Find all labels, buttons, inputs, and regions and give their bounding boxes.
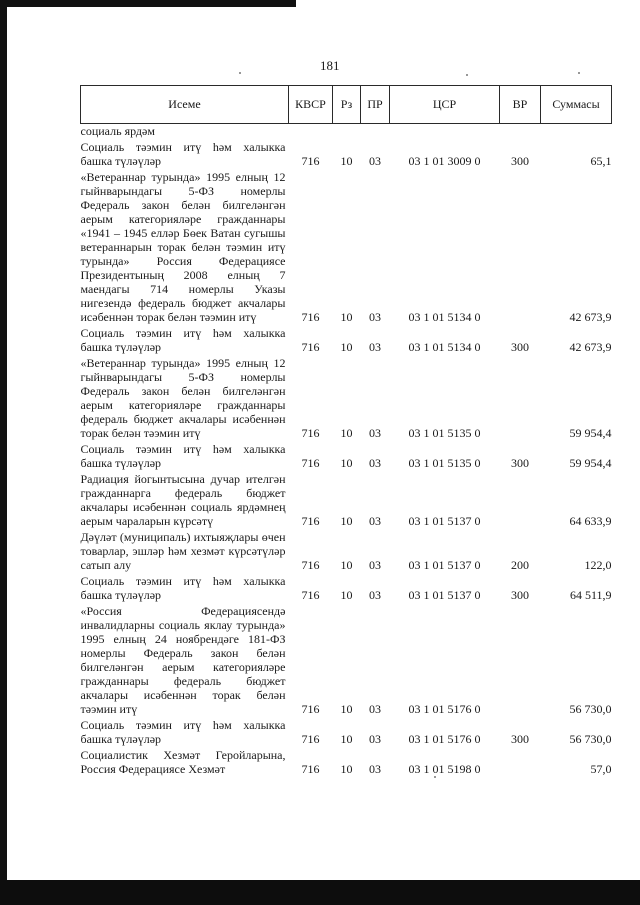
row-kvsr: 716 bbox=[301, 732, 320, 746]
row-name bbox=[81, 138, 289, 168]
row-vr bbox=[500, 470, 541, 528]
page-number: 181 bbox=[320, 58, 340, 73]
continuation-row bbox=[81, 124, 612, 139]
header-csr: ЦСР bbox=[390, 86, 500, 124]
row-sum: 65,1 bbox=[590, 154, 612, 168]
row-csr: 03 1 01 5176 0 bbox=[408, 732, 481, 746]
row-sum: 56 730,0 bbox=[569, 732, 612, 746]
table-row bbox=[81, 528, 612, 572]
header-vr: ВР bbox=[500, 86, 541, 124]
row-pr: 03 bbox=[369, 514, 381, 528]
row-csr: 03 1 01 5137 0 bbox=[408, 514, 481, 528]
table-row bbox=[81, 168, 612, 324]
row-name-text: Социаль тәэмин итү һәм халыкка башка түләүләр bbox=[80, 718, 286, 746]
row-csr: 03 1 01 5137 0 bbox=[408, 558, 481, 572]
budget-table bbox=[80, 85, 612, 776]
row-name-text: Социаль тәэмин итү һәм халыкка башка түләүләр bbox=[80, 140, 286, 168]
row-rz: 10 bbox=[340, 732, 353, 746]
scan-speck bbox=[578, 72, 580, 74]
row-pr: 03 bbox=[369, 310, 381, 324]
row-kvsr: 716 bbox=[301, 426, 320, 440]
row-name bbox=[81, 440, 289, 470]
row-csr: 03 1 01 5134 0 bbox=[408, 340, 481, 354]
table-row bbox=[81, 470, 612, 528]
row-kvsr: 716 bbox=[301, 702, 320, 716]
scan-border-bottom bbox=[0, 880, 640, 905]
row-sum: 122,0 bbox=[584, 558, 612, 572]
row-kvsr: 716 bbox=[301, 762, 320, 776]
row-kvsr: 716 bbox=[301, 456, 320, 470]
header-sum: Суммасы bbox=[541, 86, 612, 124]
header-pr: ПР bbox=[361, 86, 390, 124]
scan-border-top bbox=[0, 0, 296, 7]
scan-speck bbox=[239, 72, 241, 74]
row-name-text: «Ветераннар турында» 1995 елның 12 гыйнварындагы 5-ФЗ номерлы Федераль закон белән билгеләнгән аерым категорияләре гражданнары федераль бюджет акчалары исәбеннән торак белән тәэмин итү bbox=[80, 356, 286, 440]
row-csr: 03 1 01 3009 0 bbox=[408, 154, 481, 168]
table-header-row bbox=[81, 86, 612, 124]
row-name-text: Социаль тәэмин итү һәм халыкка башка түләүләр bbox=[80, 574, 286, 602]
row-sum: 57,0 bbox=[590, 762, 612, 776]
table-row bbox=[81, 138, 612, 168]
header-kvsr: КВСР bbox=[289, 86, 333, 124]
table-row bbox=[81, 324, 612, 354]
row-csr: 03 1 01 5176 0 bbox=[408, 702, 481, 716]
row-rz: 10 bbox=[340, 154, 353, 168]
row-sum: 64 633,9 bbox=[569, 514, 612, 528]
row-rz: 10 bbox=[340, 558, 353, 572]
row-name bbox=[81, 168, 289, 324]
row-csr: 03 1 01 5137 0 bbox=[408, 588, 481, 602]
row-pr: 03 bbox=[369, 426, 381, 440]
row-pr: 03 bbox=[369, 340, 381, 354]
row-rz: 10 bbox=[340, 702, 353, 716]
row-rz: 10 bbox=[340, 762, 353, 776]
row-name bbox=[81, 354, 289, 440]
row-csr: 03 1 01 5198 0 bbox=[408, 762, 481, 776]
table-row bbox=[81, 746, 612, 776]
row-sum: 59 954,4 bbox=[569, 456, 612, 470]
row-name bbox=[81, 324, 289, 354]
scan-speck bbox=[434, 776, 436, 778]
table-row bbox=[81, 354, 612, 440]
row-vr bbox=[500, 168, 541, 324]
row-vr: 300 bbox=[511, 340, 529, 354]
row-rz: 10 bbox=[340, 310, 353, 324]
row-vr: 300 bbox=[511, 154, 529, 168]
row-name bbox=[81, 528, 289, 572]
row-name-text: Дәүләт (муниципаль) ихтыяҗлары өчен товарлар, эшләр һәм хезмәт күрсәтүләр сатып алу bbox=[80, 530, 286, 572]
row-sum: 42 673,9 bbox=[569, 310, 612, 324]
row-vr: 300 bbox=[511, 732, 529, 746]
row-csr: 03 1 01 5135 0 bbox=[408, 426, 481, 440]
row-name-text: Социаль тәэмин итү һәм халыкка башка түләүләр bbox=[80, 326, 286, 354]
row-pr: 03 bbox=[369, 762, 381, 776]
row-kvsr: 716 bbox=[301, 154, 320, 168]
row-pr: 03 bbox=[369, 702, 381, 716]
header-rz: Рз bbox=[333, 86, 361, 124]
row-rz: 10 bbox=[340, 340, 353, 354]
row-rz: 10 bbox=[340, 514, 353, 528]
row-rz: 10 bbox=[340, 426, 353, 440]
row-name-text: «Россия Федерациясендә инвалидларны социаль яклау турында» 1995 елның 24 ноябрендәге 181-ФЗ номерлы Федераль закон белән билгеләнгән аерым категорияләре гражданнары федераль бюджет акчалары исәбеннән торак белән тәэмин итү bbox=[80, 604, 286, 716]
row-kvsr: 716 bbox=[301, 514, 320, 528]
row-vr bbox=[500, 746, 541, 776]
row-sum: 42 673,9 bbox=[569, 340, 612, 354]
row-pr: 03 bbox=[369, 732, 381, 746]
row-vr bbox=[500, 602, 541, 716]
row-kvsr: 716 bbox=[301, 340, 320, 354]
row-vr bbox=[500, 354, 541, 440]
table-row bbox=[81, 602, 612, 716]
table-row bbox=[81, 716, 612, 746]
continuation-text: социаль ярдәм bbox=[80, 124, 155, 138]
row-rz: 10 bbox=[340, 588, 353, 602]
row-pr: 03 bbox=[369, 456, 381, 470]
row-vr: 300 bbox=[511, 588, 529, 602]
row-csr: 03 1 01 5134 0 bbox=[408, 310, 481, 324]
row-vr: 200 bbox=[511, 558, 529, 572]
row-name-text: «Ветераннар турында» 1995 елның 12 гыйнварындагы 5-ФЗ номерлы Федераль закон белән билгеләнгән аерым категорияләре гражданнары «1941 – 1945 елләр Бөек Ватан сугышы ветераннарын торак белән тәэмин итү турында» Россия Федерациясе Президентының 2008 елның 7 маендагы 714 номерлы Указы нигезендә федераль бюджет акчалары исәбеннән торак белән тәэмин итү bbox=[80, 170, 286, 324]
row-vr: 300 bbox=[511, 456, 529, 470]
row-sum: 56 730,0 bbox=[569, 702, 612, 716]
row-kvsr: 716 bbox=[301, 558, 320, 572]
row-kvsr: 716 bbox=[301, 310, 320, 324]
row-name bbox=[81, 716, 289, 746]
row-name bbox=[81, 746, 289, 776]
row-name bbox=[81, 572, 289, 602]
row-name-text: Социалистик Хезмәт Геройларына, Россия Федерациясе Хезмәт bbox=[80, 748, 286, 776]
row-name bbox=[81, 470, 289, 528]
row-name bbox=[81, 602, 289, 716]
header-name: Исеме bbox=[81, 86, 289, 124]
row-pr: 03 bbox=[369, 558, 381, 572]
row-sum: 64 511,9 bbox=[569, 588, 612, 602]
row-pr: 03 bbox=[369, 588, 381, 602]
row-name-text: Радиация йогынтысына дучар ителгән гражданнарга федераль бюджет акчалары исәбеннән социаль ярдәмнең аерым чараларын күрсәтү bbox=[80, 472, 286, 528]
scan-border-left bbox=[0, 0, 7, 905]
row-csr: 03 1 01 5135 0 bbox=[408, 456, 481, 470]
scan-speck bbox=[466, 74, 468, 76]
table-row bbox=[81, 572, 612, 602]
row-pr: 03 bbox=[369, 154, 381, 168]
row-rz: 10 bbox=[340, 456, 353, 470]
table-row bbox=[81, 440, 612, 470]
row-kvsr: 716 bbox=[301, 588, 320, 602]
row-sum: 59 954,4 bbox=[569, 426, 612, 440]
row-name-text: Социаль тәэмин итү һәм халыкка башка түләүләр bbox=[80, 442, 286, 470]
